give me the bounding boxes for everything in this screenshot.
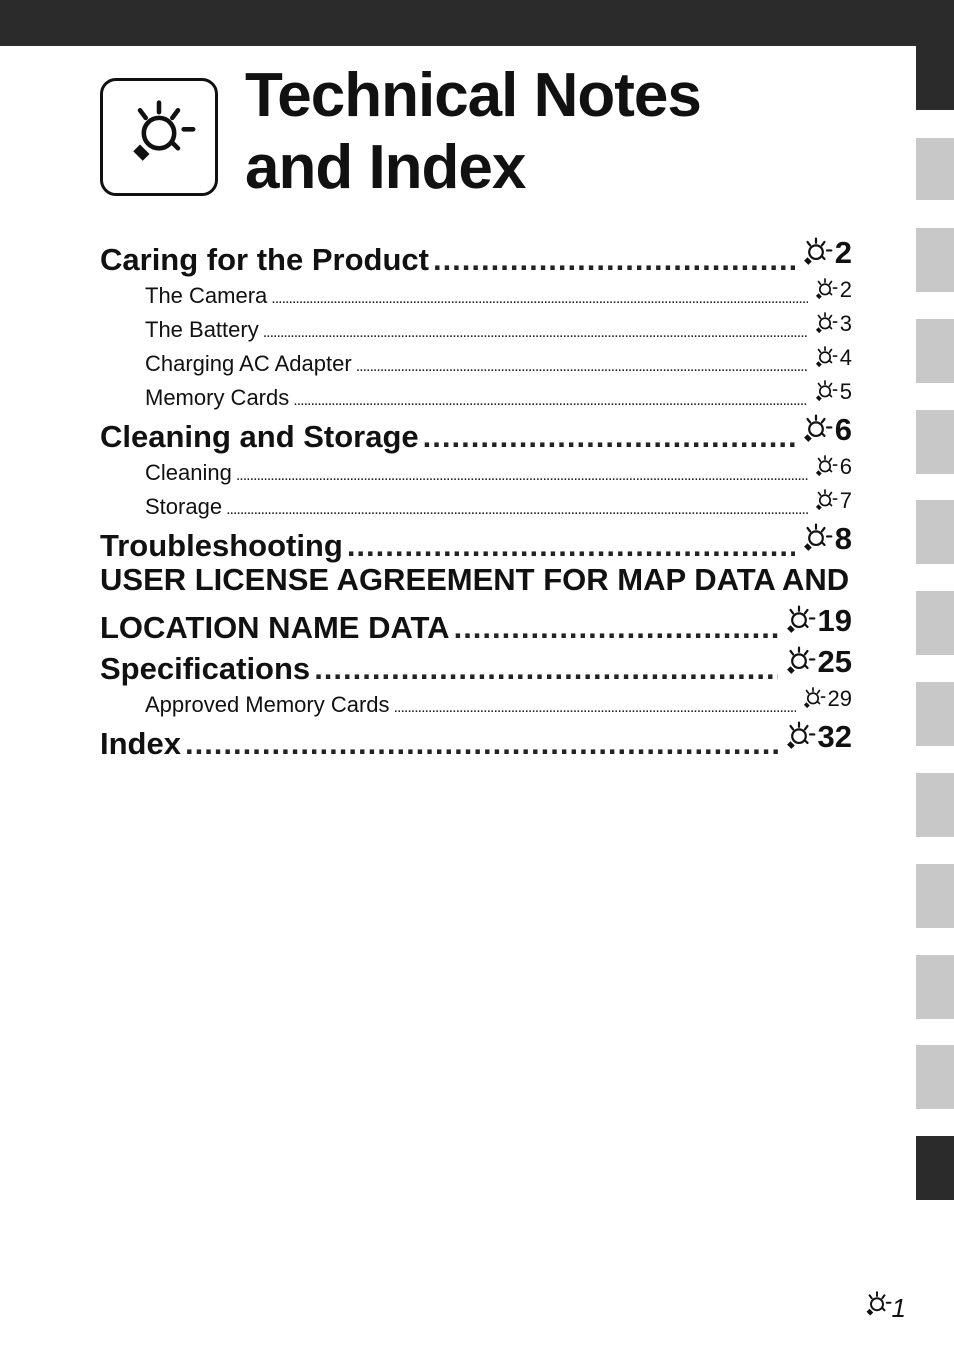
toc-page-number: 2: [834, 235, 852, 270]
lightbulb-icon: [782, 604, 816, 638]
toc-label: USER LICENSE AGREEMENT FOR MAP DATA AND: [100, 562, 850, 597]
toc-label: Cleaning: [145, 460, 232, 485]
toc-label: Approved Memory Cards: [145, 692, 390, 717]
page-ref[interactable]: [812, 484, 852, 518]
toc-page-number: 8: [834, 521, 852, 556]
lightbulb-icon: [812, 277, 838, 303]
dot-leader: [271, 282, 807, 316]
toc-label: Troubleshooting: [100, 527, 343, 563]
chapter-tab[interactable]: [916, 228, 954, 292]
chapter-tab[interactable]: [916, 864, 954, 928]
toc-label: Charging AC Adapter: [145, 351, 352, 376]
page-ref[interactable]: [800, 682, 852, 716]
chapter-tab[interactable]: [916, 319, 954, 383]
lightbulb-icon: [812, 311, 838, 337]
chapter-tab[interactable]: [916, 1045, 954, 1109]
top-bar: [0, 0, 954, 46]
page-ref[interactable]: [799, 409, 852, 450]
chapter-tab-active[interactable]: [916, 1136, 954, 1200]
toc-entry[interactable]: [100, 409, 852, 454]
chapter-tab[interactable]: [916, 773, 954, 837]
dot-leader: [394, 691, 796, 725]
toc-page-number: 19: [817, 603, 852, 638]
lightbulb-icon: [799, 236, 833, 270]
page-ref[interactable]: [782, 600, 852, 641]
lightbulb-icon: [782, 720, 816, 754]
toc-page-number: 32: [817, 719, 852, 754]
toc-entry[interactable]: [100, 716, 852, 761]
page-ref[interactable]: [799, 232, 852, 273]
dot-leader: [356, 350, 808, 384]
toc-entry: [100, 559, 852, 600]
toc-label: Specifications: [100, 650, 311, 686]
page-ref[interactable]: [799, 518, 852, 559]
toc-label: Caring for the Product: [100, 241, 429, 277]
dot-leader: [263, 316, 808, 350]
chapter-icon-box: [100, 78, 218, 196]
page-number: 1: [891, 1293, 906, 1323]
toc-label: Cleaning and Storage: [100, 418, 419, 454]
dot-leader: [226, 493, 808, 527]
page-ref[interactable]: [812, 307, 852, 341]
toc-page-number: 2: [839, 277, 852, 302]
dot-leader: [314, 648, 777, 689]
toc-page-number: 29: [827, 686, 852, 711]
dot-leader: [236, 459, 808, 493]
lightbulb-icon: [812, 379, 838, 405]
toc-label: LOCATION NAME DATA: [100, 609, 450, 645]
page-ref[interactable]: [812, 341, 852, 375]
toc-label: Storage: [145, 494, 223, 519]
toc-entry[interactable]: [100, 600, 852, 645]
title-line-1: Technical Notes: [245, 61, 701, 130]
lightbulb-icon: [799, 413, 833, 447]
toc-page-number: 6: [834, 412, 852, 447]
title-line-2: and Index: [245, 133, 526, 202]
dot-leader: [293, 384, 808, 418]
chapter-tab[interactable]: [916, 682, 954, 746]
toc-page-number: 7: [839, 488, 852, 513]
toc-label: The Battery: [145, 317, 259, 342]
chapter-tab[interactable]: [916, 500, 954, 564]
chapter-tab[interactable]: [916, 138, 954, 200]
dot-leader: [423, 416, 795, 457]
lightbulb-icon: [812, 454, 838, 480]
toc-label: Memory Cards: [145, 385, 290, 410]
dot-leader: [433, 239, 795, 280]
table-of-contents: [100, 232, 852, 761]
chapter-tab[interactable]: [916, 955, 954, 1019]
page-footer: [862, 1290, 906, 1327]
lightbulb-icon: [800, 686, 826, 712]
dot-leader: [454, 607, 778, 648]
toc-label: The Camera: [145, 283, 268, 308]
lightbulb-icon: [121, 97, 197, 178]
toc-entry[interactable]: [100, 518, 852, 563]
lightbulb-icon: [812, 488, 838, 514]
page-title: [245, 60, 701, 204]
lightbulb-icon: [812, 345, 838, 371]
toc-page-number: 3: [839, 311, 852, 336]
toc-page-number: 5: [839, 379, 852, 404]
toc-page-number: 6: [839, 454, 852, 479]
page-ref[interactable]: [812, 450, 852, 484]
page-ref[interactable]: [812, 273, 852, 307]
toc-page-number: 25: [817, 644, 852, 679]
toc-page-number: 4: [839, 345, 852, 370]
chapter-tab-active-top: [916, 0, 954, 110]
lightbulb-icon: [782, 645, 816, 679]
lightbulb-icon: [862, 1290, 892, 1327]
lightbulb-icon: [799, 522, 833, 556]
dot-leader: [185, 723, 778, 764]
page-ref[interactable]: [812, 375, 852, 409]
toc-entry[interactable]: [100, 641, 852, 686]
page-ref[interactable]: [782, 716, 852, 757]
chapter-tab[interactable]: [916, 591, 954, 655]
toc-entry[interactable]: [100, 232, 852, 277]
toc-label: Index: [100, 725, 181, 761]
chapter-tab[interactable]: [916, 410, 954, 474]
page-ref[interactable]: [782, 641, 852, 682]
